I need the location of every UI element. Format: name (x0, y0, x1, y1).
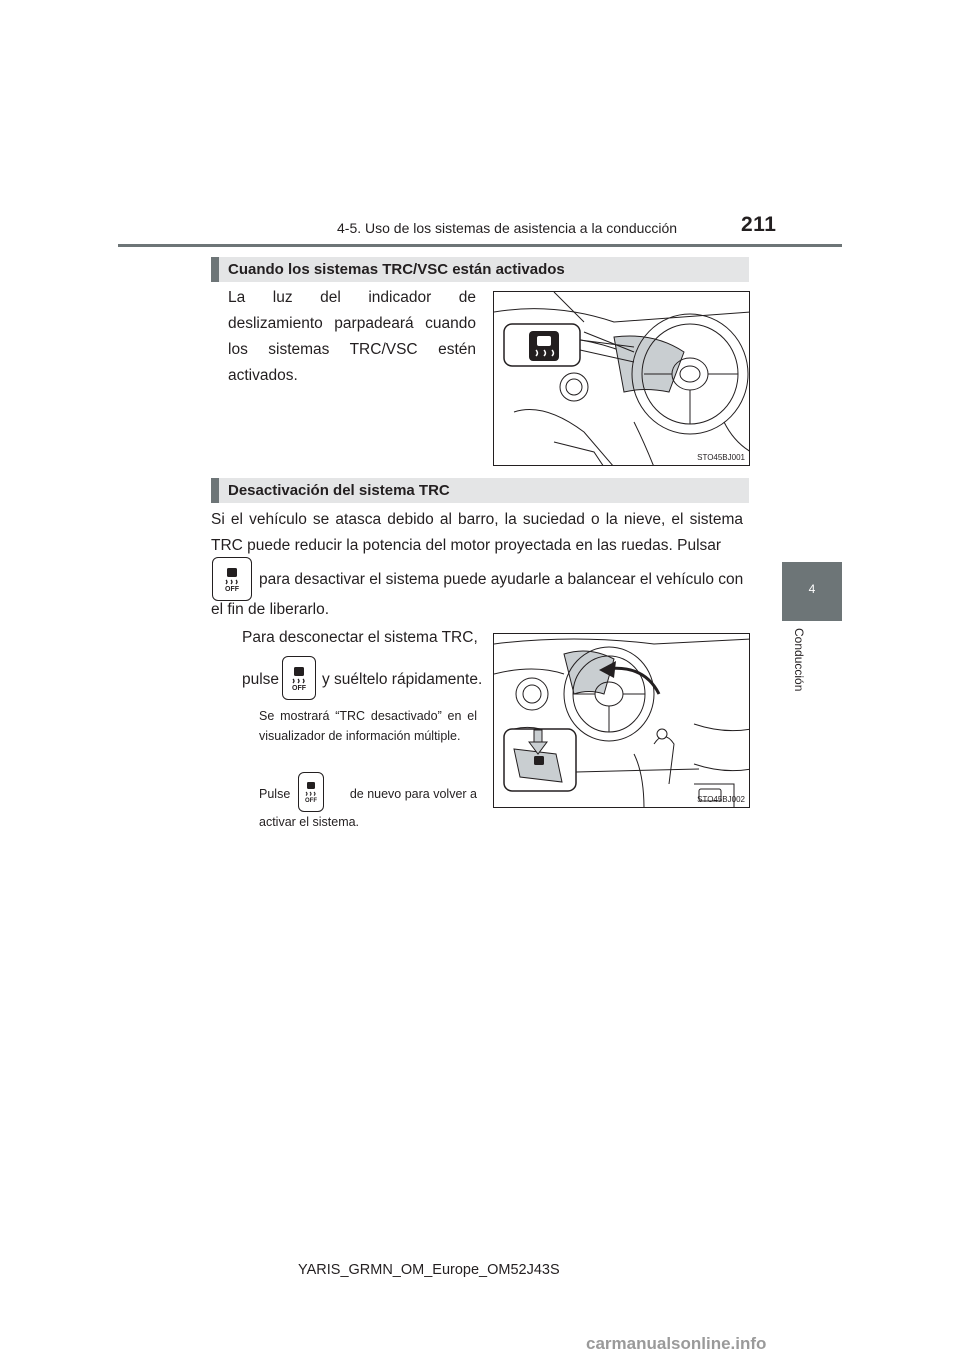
chapter-tab (782, 562, 842, 621)
document-code: YARIS_GRMN_OM_Europe_OM52J43S (298, 1262, 560, 1278)
trc-off-button-step (282, 656, 316, 700)
chapter-number: 4 (808, 582, 816, 596)
trc-off-button-label: OFF (305, 798, 317, 804)
page-number: 211 (741, 213, 777, 236)
figure-code: STO45BJ002 (697, 795, 745, 804)
note-trc-off-display: Se mostrará “TRC desactivado” en el visualizador de información múltiple. (259, 709, 477, 743)
step-instruction-release: y suéltelo rápidamente. (322, 671, 483, 688)
chapter-label (792, 628, 812, 728)
figure-code: STO45BJ001 (697, 453, 745, 462)
console-illustration (494, 634, 750, 808)
section2-paragraph-line3: el fin de liberarlo. (211, 601, 330, 618)
note-reactivate-rest: de nuevo para volver a (349, 787, 477, 801)
watermark: carmanualsonline.info (586, 1334, 767, 1353)
note-reactivate-end: activar el sistema. (259, 815, 360, 829)
trc-off-button-icon (298, 772, 324, 812)
header-section-title: 4-5. Uso de los sistemas de asistencia a la conducción (337, 220, 678, 236)
trc-off-button-label: OFF (225, 586, 239, 593)
figure-slip-indicator (493, 291, 750, 466)
section2-paragraph-line2: para desactivar el sistema puede ayudarle a balancear el vehículo con (259, 571, 744, 588)
figure-trc-off-switch (493, 633, 750, 808)
chapter-label-text: Conducción (792, 628, 806, 692)
section-heading-trc-deactivation: Desactivación del sistema TRC (211, 478, 749, 503)
section-heading-trc-vsc-active: Cuando los sistemas TRC/VSC están activados (211, 257, 749, 282)
step-instruction-line1: Para desconectar el sistema TRC, (242, 629, 478, 646)
trc-off-button-label: OFF (292, 685, 306, 692)
note-reactivate-pulse: Pulse (259, 787, 291, 801)
step-instruction-pulse: pulse (242, 671, 280, 688)
section2-paragraph-line1: Si el vehículo se atasca debido al barro, la suciedad o la nieve, el sistema TRC puede reducir la potencia del motor proyectada en las ruedas. Pulsar (211, 511, 743, 554)
section1-paragraph: La luz del indicador de deslizamiento parpadeará cuando los sistemas TRC/VSC estén activados. (228, 289, 476, 384)
trc-off-button-icon (212, 557, 252, 601)
trc-off-button-icon (282, 656, 316, 700)
trc-off-button-inline (212, 557, 252, 601)
header-rule (118, 244, 842, 247)
trc-off-button-note (298, 772, 324, 812)
dashboard-illustration (494, 292, 750, 466)
